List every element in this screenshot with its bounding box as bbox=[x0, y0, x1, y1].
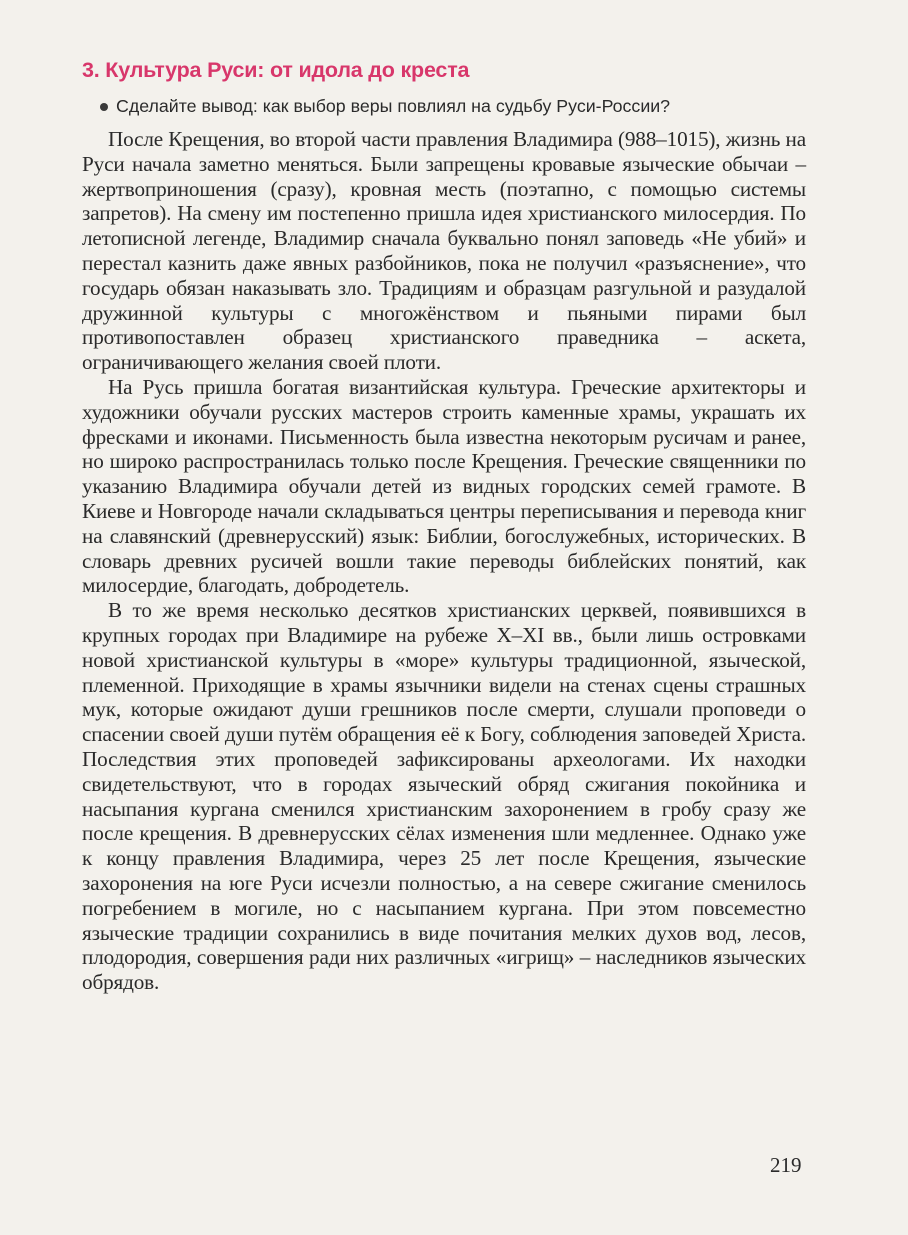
paragraph-2: На Русь пришла богатая византийская культура. Греческие архитекторы и художники обучали русских мастеров строить каменные храмы, украшать их фресками и иконами. Письменность была известна некоторым русичам и ранее, но широко распространилась только после Крещения. Греческие священники по указанию Владимира обучали детей из видных городских семей грамоте. В Киеве и Новгороде начали складываться центры переписывания и перевода книг на славянский (древнерусский) язык: Библии, богослужебных, исторических. В словарь древних русичей вошли такие переводы библейских понятий, как милосердие, благодать, добродетель. bbox=[82, 374, 806, 598]
section-title: 3. Культура Руси: от идола до креста bbox=[82, 58, 470, 82]
page-number: 219 bbox=[770, 1153, 802, 1177]
bullet-icon bbox=[100, 103, 108, 111]
section-question bbox=[100, 96, 670, 117]
question-text: Сделайте вывод: как выбор веры повлиял на судьбу Руси-России? bbox=[116, 96, 671, 116]
paragraph-3: В то же время несколько десятков христианских церквей, появившихся в крупных городах при Владимире на рубеже X–XI вв., были лишь островками новой христианской культуры в «море» культуры традиционной, языческой, племенной. Приходящие в храмы язычники видели на стенах сцены страшных мук, которые ожидают души грешников после смерти, слушали проповеди о спасении своей души путём обращения её к Богу, соблюдения заповедей Христа. Последствия этих проповедей зафиксированы археологами. Их находки свидетельствуют, что в городах языческий обряд сжигания покойника и насыпания кургана сменился христианским захоронением в гробу сразу же после крещения. В древнерусских сёлах изменения шли медленнее. Однако уже к концу правления Владимира, через 25 лет после Крещения, языческие захоронения на юге Руси исчезли полностью, а на севере сжигание сменилось погребением в могиле, но с насыпанием кургана. При этом повсеместно языческие традиции сохранились в виде почитания мелких духов вод, лесов, плодородия, совершения ради них различных «игрищ» – наследников языческих обрядов. bbox=[82, 598, 806, 995]
body-text bbox=[82, 127, 806, 995]
paragraph-1: После Крещения, во второй части правления Владимира (988–1015), жизнь на Руси начала заметно меняться. Были запрещены кровавые языческие обычаи – жертвоприношения (сразу), кровная месть (поэтапно, с помощью системы запретов). На смену им постепенно пришла идея христианского милосердия. По летописной легенде, Владимир сначала буквально понял заповедь «Не убий» и перестал казнить даже явных разбойников, пока не получил «разъяснение», что государь обязан наказывать зло. Традициям и образцам разгульной и разудалой дружинной культуры с многожёнством и пьяными пирами был противопоставлен образец христианского праведника – аскета, ограничивающего желания своей плоти. bbox=[82, 127, 806, 375]
